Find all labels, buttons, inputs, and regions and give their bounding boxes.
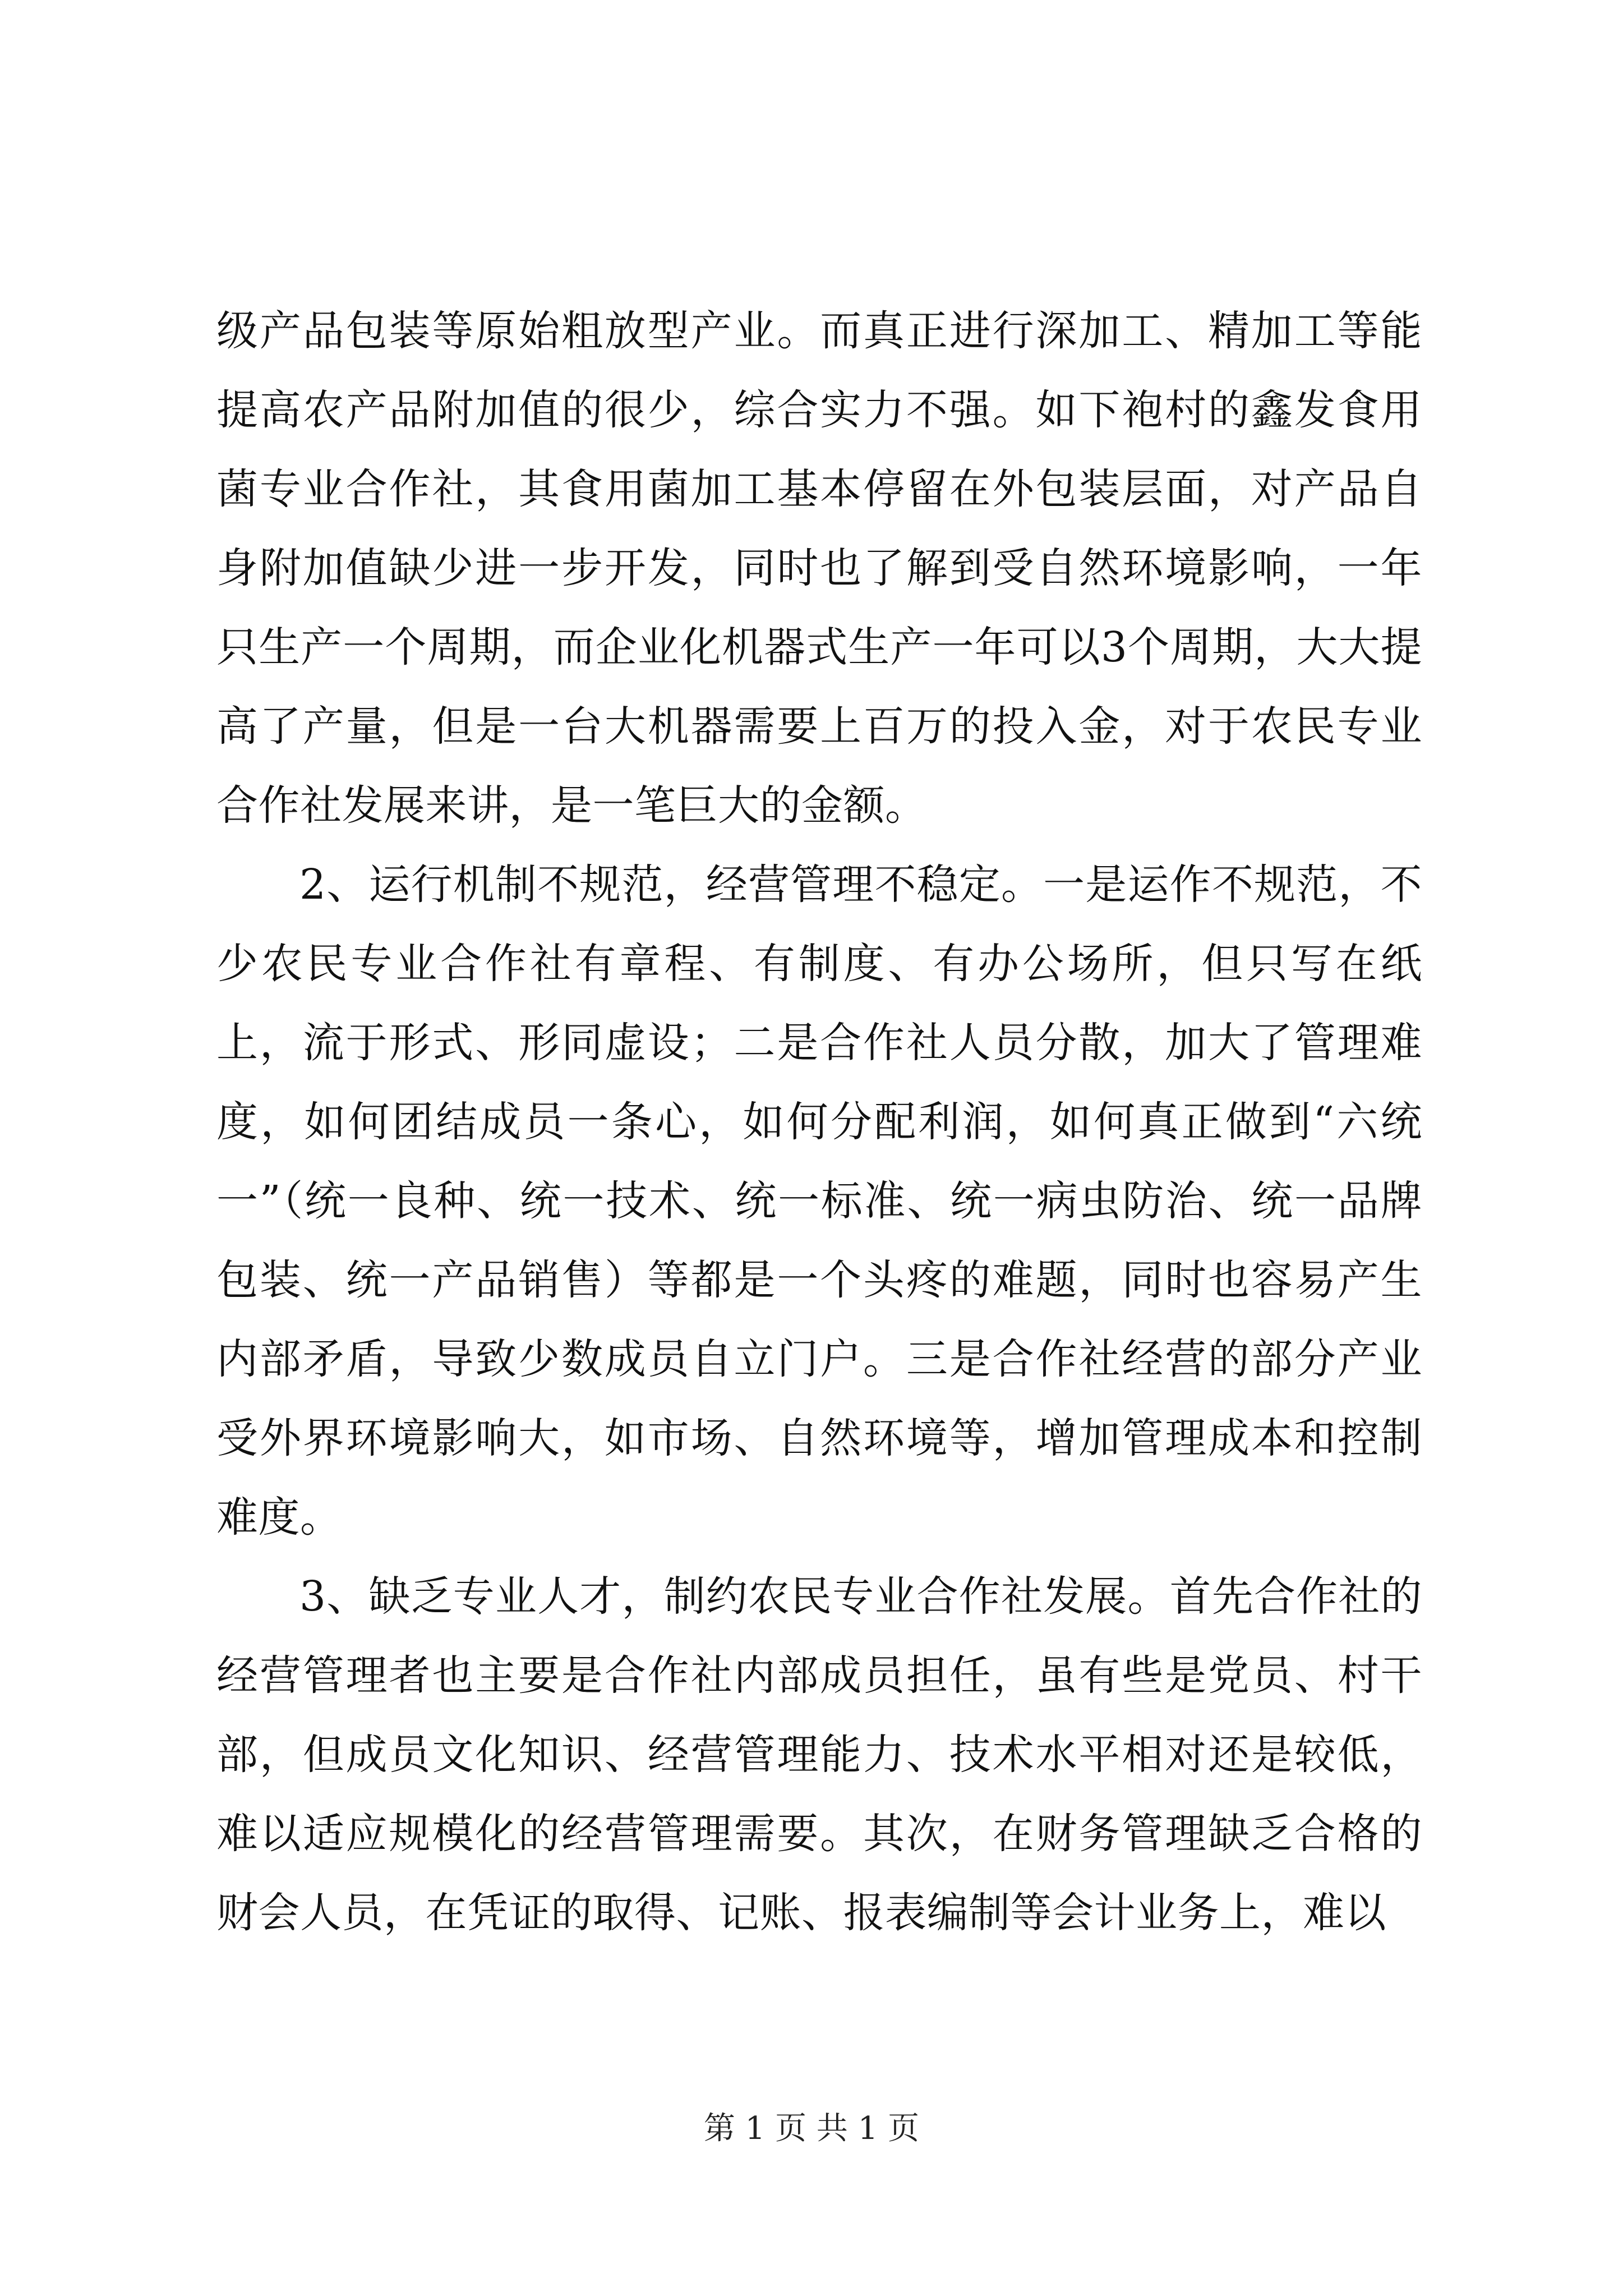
page-footer	[0, 2109, 1623, 2148]
paragraph-2: 2、运行机制不规范，经营管理不稳定。一是运作不规范，不少农民专业合作社有章程、有制度、有办公场所，但只写在纸上，流于形式、形同虚设；二是合作社人员分散，加大了管理难度，如何团结成员一条心，如何分配利润，如何真正做到“六统一”（统一良种、统一技术、统一标准、统一病虫防治、统一品牌包装、统一产品销售）等都是一个头疼的难题，同时也容易产生内部矛盾，导致少数成员自立门户。三是合作社经营的部分产业受外界环境影响大，如市场、自然环境等，增加管理成本和控制难度。	[216, 861, 1422, 1542]
document-body	[216, 292, 1422, 1953]
page-number-label: 第 1 页 共 1 页	[703, 2110, 920, 2147]
paragraph-1: 级产品包装等原始粗放型产业。而真正进行深加工、精加工等能提高农产品附加值的很少，综合实力不强。如下袍村的鑫发食用菌专业合作社，其食用菌加工基本停留在外包装层面，对产品自身附加值缺少进一步开发，同时也了解到受自然环境影响，一年只生产一个周期，而企业化机器式生产一年可以3个周期，大大提高了产量，但是一台大机器需要上百万的投入金，对于农民专业合作社发展来讲，是一笔巨大的金额。	[216, 307, 1422, 830]
paragraph-3: 3、缺乏专业人才，制约农民专业合作社发展。首先合作社的经营管理者也主要是合作社内部成员担任，虽有些是党员、村干部，但成员文化知识、经营管理能力、技术水平相对还是较低，难以适应规模化的经营管理需要。其次，在财务管理缺乏合格的财会人员，在凭证的取得、记账、报表编制等会计业务上，难以	[216, 1572, 1422, 1937]
